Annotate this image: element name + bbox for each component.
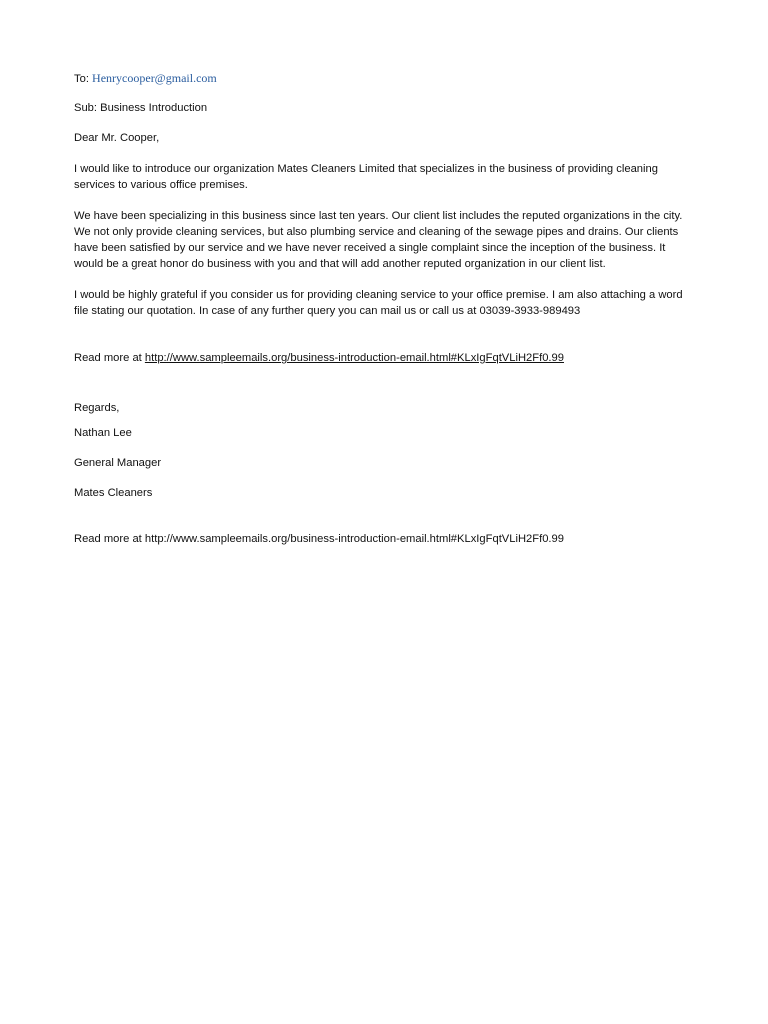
to-email-link[interactable]: Henrycooper@gmail.com xyxy=(92,71,217,85)
read-more-link[interactable]: http://www.sampleemails.org/business-introduction-email.html#KLxIgFqtVLiH2Ff0.99 xyxy=(144,352,564,364)
paragraph-2: We have been specializing in this business since last ten years. Our client list includes the reputed organizations in the city. We not only provide cleaning services, but also plumbing service and cleaning of the sewage pipes and drains. Our clients have been satisfied by our service and we have never received a single complaint since the inception of the business. It would be a great honor do business with you and that will add another reputed organization in our client list. xyxy=(74,210,683,270)
signer-name: Nathan Lee xyxy=(74,427,132,439)
paragraph-3: I would be highly grateful if you consider us for providing cleaning service to your office premise. I am also attaching a word file stating our quotation. In case of any further query you can mail us or call us at 03039-3933-989493 xyxy=(74,289,683,317)
read-more-prefix: Read more at xyxy=(74,352,145,364)
subject-line: Sub: Business Introduction xyxy=(74,102,208,114)
closing: Regards, xyxy=(74,402,120,414)
signer-company: Mates Cleaners xyxy=(74,487,153,499)
read-more-url-text: http://www.sampleemails.org/business-introduction-email.html#KLxIgFqtVLiH2Ff0.99 xyxy=(144,533,564,545)
read-more-line-2 xyxy=(74,531,694,547)
to-line xyxy=(74,70,694,87)
signer-title: General Manager xyxy=(74,457,162,469)
salutation: Dear Mr. Cooper, xyxy=(74,132,160,144)
to-label: To: xyxy=(74,73,89,85)
paragraph-1: I would like to introduce our organization Mates Cleaners Limited that specializes in the business of providing cleaning services to various office premises. xyxy=(74,163,658,191)
read-more-line-1 xyxy=(74,350,694,366)
read-more-prefix: Read more at xyxy=(74,533,145,545)
